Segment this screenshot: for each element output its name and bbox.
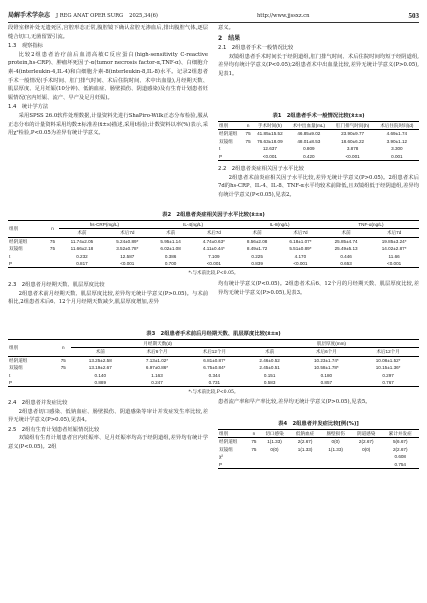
table-cell: [290, 453, 321, 460]
right-column-mid2: [218, 280, 419, 297]
table-header-cell: TNF-α(ng/L): [323, 221, 419, 229]
table-cell: 10.23±1.74*: [313, 357, 339, 363]
table-cell: 10.15±1.36*: [375, 365, 401, 371]
table2-note: *:与术前比较,P<0.05。: [188, 271, 239, 276]
table-cell: 4.11±0.44*: [202, 246, 225, 252]
table-header-cell: 手术时间(h): [257, 123, 282, 128]
table-header-cell: 阴道感染: [357, 431, 376, 436]
table-cell: 双镜组: [219, 446, 233, 452]
table-cell: 双镜组: [9, 246, 23, 252]
table-cell: 5.51±0.89*: [289, 246, 312, 252]
table-cell: 4.69±1.74: [386, 131, 408, 137]
table-cell: 1.163: [151, 372, 163, 378]
section-heading-2-3: 2.3 2组患者月经期天数、肌层厚度比较: [8, 282, 105, 288]
table-cell: 0.297: [382, 372, 394, 378]
table-row: [8, 356, 419, 364]
table-cell: 46.85±9.02: [297, 131, 321, 137]
table-cell: 0.247: [151, 380, 163, 386]
paragraph-2-5: 双镜组有生育计划患者宫内妊娠率、足月妊娠率均高于经阴道组,差异均有统计学意义(P<0.05)。2组: [8, 435, 208, 450]
table-cell: χ²: [219, 454, 223, 460]
table-cell: 7.109: [208, 253, 220, 259]
table-cell: 2.45±0.51: [259, 365, 280, 371]
table-header-cell: 术中出血量(mL): [292, 123, 326, 128]
table-cell: 2(2.67): [297, 439, 313, 445]
right-column-top: [218, 24, 419, 79]
table-header-cell: 术前: [341, 230, 351, 236]
table-cell: P: [219, 461, 223, 467]
table-cell: 0.731: [208, 380, 221, 386]
table-cell: 经阴道组: [219, 131, 238, 137]
table2-caption: 表2 2组患者炎症相关因子水平比较(x̄±s): [162, 212, 265, 218]
right-column-bottom: [218, 398, 419, 407]
table-cell: 10.08±1.52*: [375, 357, 401, 363]
journal-website: http://www.jjssxz.cn: [256, 13, 310, 19]
table-cell: <0.001: [345, 153, 360, 159]
table-header-cell: 组别: [9, 345, 19, 351]
paragraph-continuation: 意义。: [218, 25, 234, 31]
table-header-cell: 术后7d: [120, 230, 135, 236]
table1: [218, 121, 419, 161]
paragraph-2-2: 2组患者术前炎症相关因子水平比较,差异无统计学意义(P>0.05)。2组患者术后7d的hs-CRP、IL-4、IL-8、TNF-α水平均较术前降低,且双镜组低于经阴道组,差异均有统计学意义(P<0.05),见表2。: [218, 174, 419, 198]
table-row: [8, 379, 419, 387]
table-row: [218, 138, 419, 145]
table-cell: [259, 453, 290, 460]
table-cell: [244, 145, 253, 152]
table-cell: 0.700: [164, 261, 177, 267]
table-cell: <0.001: [120, 261, 135, 267]
table-cell: 11.74±2.05: [70, 238, 94, 244]
table-cell: 8.56±2.08: [246, 238, 268, 244]
table-cell: 0.754: [394, 461, 406, 467]
table-header-cell: 低钠血症: [295, 431, 315, 436]
table-cell: 13.19±2.67: [88, 365, 112, 371]
table-cell: 0.232: [76, 253, 88, 259]
table-cell: 0.344: [208, 372, 221, 378]
table-cell: 双镜组: [219, 138, 233, 144]
table-cell: 3.90±1.12: [386, 138, 408, 144]
table-cell: 0.180: [320, 372, 333, 378]
table-cell: 75: [49, 238, 56, 244]
journal-name-en: J REG ANAT OPER SURG: [56, 13, 124, 19]
table-cell: 75: [60, 357, 66, 363]
section-heading-observation: 1.3 观察指标: [8, 43, 43, 50]
table-cell: 0.151: [263, 372, 276, 378]
table-cell: 23.90±9.77: [341, 131, 365, 137]
table-cell: [320, 453, 351, 460]
table-header-row: [8, 221, 419, 229]
table3-note: *:与术前比较,P<0.05。: [188, 390, 239, 395]
table-header-cell: n: [246, 123, 250, 128]
table-cell: 5.24±0.89*: [116, 238, 139, 244]
table-cell: 6.75±0.84*: [203, 365, 226, 371]
table-cell: 75: [245, 131, 251, 137]
section-heading-2-4: 2.4 2组患者并发症比较: [8, 400, 68, 406]
table-cell: 0.889: [94, 380, 107, 386]
table-header-cell: 术后6个月: [146, 349, 168, 355]
table-cell: 6.97±0.86*: [145, 365, 169, 371]
section-heading-results: 2 结果: [218, 34, 241, 42]
table-cell: 7.13±1.02*: [145, 357, 169, 363]
table-cell: 0.583: [263, 380, 276, 386]
table4-caption: 表4 2组患者并发症比较[例(%)]: [278, 421, 359, 427]
table-row: [218, 438, 419, 446]
left-column-top: [8, 24, 208, 138]
table-row: [218, 461, 419, 469]
table1-caption: 表1 2组患者手术一般情况比较(x̄±s): [272, 113, 365, 119]
table-cell: 经阴道组: [9, 238, 28, 244]
table-header-cell: IL-8(ng/L): [236, 221, 323, 229]
left-column-mid: [8, 280, 208, 307]
table-cell: 1(1.33): [297, 446, 313, 452]
table-cell: 3.52±0.78*: [116, 246, 139, 252]
table-header-cell: 术前: [165, 230, 176, 236]
journal-name-cn: 局解手术学杂志: [8, 12, 51, 19]
table-cell: 0.839: [251, 261, 263, 267]
table-cell: [351, 453, 382, 460]
table-cell: 0(0): [362, 446, 371, 452]
table-cell: [249, 453, 260, 460]
table-cell: 48.01±8.53: [297, 138, 321, 144]
table-header-cell: 术后住院时间(d): [380, 123, 414, 128]
table-cell: 25.85±4.74: [334, 238, 358, 244]
table-cell: 1(1.33): [328, 446, 343, 452]
table-cell: P: [219, 153, 223, 159]
table-cell: [55, 372, 71, 379]
table-cell: 12.637: [262, 146, 277, 152]
page-number: 503: [408, 12, 419, 20]
table-cell: 75: [251, 446, 257, 452]
table-cell: [249, 461, 260, 469]
table-cell: 0.001: [391, 153, 403, 159]
table-cell: 4.170: [294, 253, 307, 259]
table-cell: [290, 461, 321, 469]
table-cell: 2.46±0.52: [259, 357, 280, 363]
table-cell: P: [9, 380, 13, 386]
table-cell: t: [219, 146, 221, 152]
table-cell: 10.58±1.78*: [313, 365, 339, 371]
table-cell: 18.60±6.22: [341, 138, 365, 144]
table-header-cell: 术后7d: [293, 230, 308, 236]
paragraph-2-3: 2组患者术前月经期天数、肌层厚度比较,差异均无统计学意义(P>0.05)。与术前相比,2组患者术后6、12个月月经期天数减少,肌层厚度增加,差异: [8, 290, 208, 306]
table-header-cell: n: [61, 345, 65, 351]
table-row: [218, 453, 419, 460]
table-header-cell: n: [51, 226, 54, 232]
table-header-cell: 术后12个月: [202, 349, 227, 355]
table-cell: 0.225: [251, 253, 263, 259]
table-cell: 75: [60, 365, 66, 371]
table-cell: 6.81±0.87*: [203, 357, 226, 363]
table-row: [8, 253, 419, 260]
table-header-row: [218, 430, 419, 438]
paragraph-observation: 比较2组患者治疗前后血清高敏C反应蛋白(high-sensitivity C-reactive protein,hs-CRP)、肿瘤坏死因子-α(tumor necrosis factor-α,TNF-α)、白细胞介素-4(interleukin-4,IL-4)和白细胞介素-8(interleukin-8,IL-8)水平。记录2组患者手术一般情况(手术时间、肛门排气时间、术后住院时间、术中出血量),月经期天数、肌层厚度、足月妊娠(10分钟)、低钠血症、肠壁损伤、阴道感染)及有生育计划患者妊娠情况(宫内妊娠、流产、早产及足月妊娠)。: [8, 51, 208, 101]
table-header-cell: 肠壁损伤: [326, 431, 345, 436]
table-cell: <0.001: [387, 261, 402, 267]
table-cell: 41.85±15.52: [257, 131, 283, 137]
table-header-cell: 术后7d: [206, 230, 221, 236]
table-cell: 3.300: [391, 146, 403, 152]
table-cell: 5(6.67): [392, 439, 408, 445]
table-cell: [46, 253, 59, 260]
table-header-cell: 肌层厚度(mm): [244, 340, 419, 348]
table-cell: 6.02±1.08: [160, 246, 181, 252]
table-header-cell: 术后7d: [386, 230, 402, 236]
table-header-row: [8, 340, 419, 348]
table-cell: 0.857: [320, 380, 333, 386]
table-cell: 0.809: [303, 146, 315, 152]
table-header-cell: 术前: [252, 230, 262, 236]
section-heading-2-5: 2.5 2组有生育计划患者妊娠情况比较: [8, 426, 100, 433]
table-cell: 0.446: [340, 253, 352, 259]
table-header-cell: 术前: [77, 230, 87, 236]
table-header-cell: 术前: [265, 349, 275, 355]
table-cell: [55, 379, 71, 387]
table-cell: 25.49±5.13: [334, 246, 358, 252]
table-row: [218, 145, 419, 152]
table-header-cell: 组别: [9, 226, 19, 232]
table-cell: 0(0): [270, 446, 279, 452]
table-cell: 0.767: [382, 380, 394, 386]
table-cell: 13.25±2.58: [88, 357, 112, 363]
table3-caption: 表3 2组患者手术前后月经期天数、肌层厚度比较(x̄±s): [146, 331, 281, 337]
table-cell: 0(0): [331, 439, 340, 445]
paragraph-statistics: 采用SPSS 26.0软件处理数据,计量资料先进行ShaPiro-Wilk正态分布检验,服从正态分布的计量资料采用均数±标准差(x̄±s)描述,采用t检验;计数资料以率(%)表示,采用χ²检验,P<0.05为差异有统计学意义。: [8, 112, 208, 137]
right-column-mid: [218, 164, 419, 199]
paragraph-2-1: 双镜组患者手术时间长于经阴道组,肛门排气时间、术后住院时间均短于经阴道组,差异均有统计学意义(P<0.05);2组患者术中出血量比较,差异无统计学意义(P>0.05),见表1。: [218, 53, 419, 77]
table-cell: [351, 461, 382, 469]
table3: [8, 339, 419, 387]
table-header-cell: 组别: [219, 431, 229, 436]
table-cell: 1(1.33): [267, 439, 282, 445]
table-cell: 3.878: [346, 146, 359, 152]
table-cell: 6.18±1.07*: [289, 238, 312, 244]
table-cell: <0.001: [206, 261, 221, 267]
table-header-cell: 术后6个月: [315, 349, 337, 355]
table-cell: 14.02±2.87*: [381, 246, 407, 252]
table-header-cell: 切口感染: [265, 431, 284, 436]
running-header: [8, 4, 419, 23]
table4: [218, 429, 419, 469]
table-header-cell: 术前: [95, 349, 105, 355]
table-cell: P: [9, 261, 13, 267]
left-column-bottom: [8, 398, 208, 452]
paragraph-surgery-end: 段镫室修补处无遗死区,宫腔形态正常,腹腔镜下确认盆腔无渗血后,排出腹腔气体,逐层缝合切口,无菌留置引流。: [8, 25, 208, 40]
table-cell: [46, 260, 59, 268]
table-header-cell: 肛门排气时间(h): [336, 123, 370, 128]
table-cell: 0.608: [394, 454, 406, 460]
table-cell: 75: [245, 138, 251, 144]
table-cell: t: [9, 253, 11, 259]
table-cell: [244, 153, 253, 161]
table-cell: 0.386: [164, 253, 177, 259]
table-cell: 12.587: [120, 253, 135, 259]
table-header-cell: 组别: [219, 123, 229, 128]
table-cell: [259, 461, 290, 469]
table-cell: 2(2.67): [358, 439, 374, 445]
table-cell: 双镜组: [9, 365, 23, 371]
table-cell: 4.74±0.63*: [202, 238, 225, 244]
table-cell: [320, 461, 351, 469]
table-cell: 5.95±1.14: [160, 238, 181, 244]
table-cell: 8.49±1.72: [246, 246, 268, 252]
table-row: [8, 245, 419, 252]
table-header-row: [8, 229, 419, 237]
table-cell: 经阴道组: [9, 357, 28, 363]
table-header-row: [218, 122, 419, 130]
section-heading-2-1: 2.1 2组患者手术一般情况比较: [218, 45, 294, 52]
table-cell: 75: [49, 246, 56, 252]
table-header-cell: 术后12个月: [376, 349, 400, 355]
table-cell: <0.001: [262, 153, 277, 159]
table-row: [8, 237, 419, 245]
table2: [8, 220, 419, 268]
table-cell: 2(2.67): [392, 446, 408, 452]
paragraph-2-5-cont: 患者流产率和早产率比较,差异均无统计学意义(P>0.05),见表5。: [218, 399, 371, 405]
table-cell: 经阴道组: [219, 439, 238, 445]
table-row: [8, 260, 419, 268]
table-row: [218, 130, 419, 138]
table-cell: 75: [251, 439, 257, 445]
table-cell: 0.140: [94, 372, 107, 378]
table-header-cell: hs-CRP(mg/L): [59, 221, 150, 229]
paragraph-2-4: 2组患者切口感染、低钠血症、肠壁损伤、阴道感染等审计并发症发生率比较,差异无统计学意义(P>0.05),见表4。: [8, 408, 208, 424]
table-cell: 76.63±18.09: [257, 138, 283, 144]
table-header-cell: IL-4(ng/L): [150, 221, 237, 229]
table-cell: 0.653: [340, 261, 352, 267]
table-row: [218, 446, 419, 453]
table-row: [8, 364, 419, 371]
table-cell: 11.66±2.18: [70, 246, 94, 252]
table-cell: t: [9, 372, 11, 378]
section-heading-2-2: 2.2 2组患者炎症相关因子水平比较: [218, 166, 304, 172]
table-header-cell: 月经期天数(d): [71, 340, 243, 348]
table-header-cell: n: [252, 431, 256, 436]
paragraph-2-3-cont: 均有统计学意义(P<0.05)。2组患者术后6、12个月的月经期天数、肌层厚度比较,差异均无统计学意义(P>0.05),见表3。: [218, 281, 419, 296]
table-cell: 19.85±3.24*: [381, 238, 407, 244]
table-row: [8, 372, 419, 379]
table-cell: <0.001: [293, 261, 308, 267]
journal-issue: 2025,34(6): [129, 13, 158, 19]
table-cell: 0.420: [303, 153, 315, 159]
table-cell: 11.66: [388, 253, 400, 259]
table-row: [218, 153, 419, 161]
table-header-cell: 累计并发症: [388, 431, 412, 436]
table-cell: 0.817: [76, 261, 88, 267]
section-heading-statistics: 1.4 统计学方法: [8, 104, 49, 111]
